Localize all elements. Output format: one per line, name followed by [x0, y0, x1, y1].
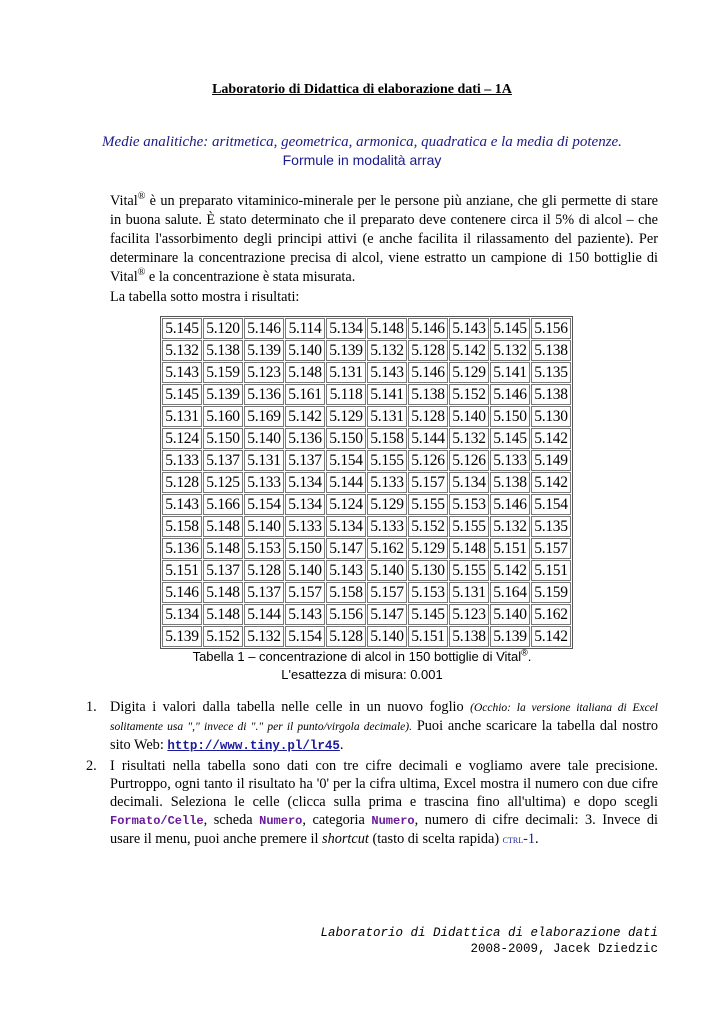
table-cell: 5.147 [367, 604, 407, 625]
table-cell: 5.138 [531, 340, 571, 361]
table-cell: 5.133 [490, 450, 530, 471]
table-cell: 5.129 [367, 494, 407, 515]
table-cell: 5.154 [244, 494, 284, 515]
step-text: Puoi anche scaricare la tabella dal nostro sito Web: [110, 718, 658, 753]
table-row [162, 428, 571, 449]
step-text: . [339, 737, 344, 753]
table-cell: 5.131 [162, 406, 202, 427]
intro-paragraph [110, 192, 658, 287]
table-cell: 5.137 [203, 560, 243, 581]
table-cell: 5.157 [367, 582, 407, 603]
table-cell: 5.162 [367, 538, 407, 559]
table-cell: 5.140 [367, 560, 407, 581]
table-cell: 5.139 [490, 626, 530, 647]
table-cell: 5.150 [203, 428, 243, 449]
table-row [162, 362, 571, 383]
subtitle: Medie analitiche: aritmetica, geometrica, armonica, quadratica e la media di potenze. [102, 134, 622, 150]
table-cell: 5.156 [531, 318, 571, 339]
table-cell: 5.134 [326, 318, 366, 339]
table-cell: 5.145 [162, 384, 202, 405]
table-cell: 5.152 [203, 626, 243, 647]
table-cell: 5.123 [449, 604, 489, 625]
table-row [162, 494, 571, 515]
table-cell: 5.154 [285, 626, 325, 647]
list-item [86, 757, 658, 849]
table-cell: 5.134 [285, 472, 325, 493]
table-cell: 5.143 [449, 318, 489, 339]
table-cell: 5.145 [162, 318, 202, 339]
table-row [162, 538, 571, 559]
table-row [162, 516, 571, 537]
caption-text: Tabella 1 – concentrazione di alcol in 150 bottiglie di Vital [192, 649, 522, 664]
table-cell: 5.157 [531, 538, 571, 559]
table-cell: 5.150 [490, 406, 530, 427]
table-cell: 5.131 [367, 406, 407, 427]
table-cell: 5.137 [203, 450, 243, 471]
table-cell: 5.144 [244, 604, 284, 625]
table-cell: 5.131 [449, 582, 489, 603]
table-cell: 5.131 [326, 362, 366, 383]
table-cell: 5.148 [203, 582, 243, 603]
table-cell: 5.133 [367, 516, 407, 537]
table-row [162, 560, 571, 581]
table-cell: 5.136 [244, 384, 284, 405]
step-number: 2. [86, 758, 97, 774]
menu-path: Formato/Celle [110, 814, 204, 828]
table-cell: 5.147 [326, 538, 366, 559]
table-cell: 5.148 [285, 362, 325, 383]
table-cell: 5.151 [408, 626, 448, 647]
footer-course: Laboratorio di Didattica di elaborazione dati [320, 926, 658, 940]
table-cell: 5.143 [162, 362, 202, 383]
table-cell: 5.126 [408, 450, 448, 471]
table-cell: 5.155 [367, 450, 407, 471]
table-cell: 5.145 [490, 428, 530, 449]
table-cell: 5.140 [367, 626, 407, 647]
table-cell: 5.118 [326, 384, 366, 405]
table-cell: 5.132 [449, 428, 489, 449]
table-cell: 5.149 [531, 450, 571, 471]
table-cell: 5.138 [449, 626, 489, 647]
intro-text-c: e la concentrazione è stata misurata. [145, 269, 356, 285]
excel-note: (Occhio: la versione italiana di Excel solitamente usa "," invece di "." per il punto/virgola decimale). [110, 702, 658, 733]
table-cell: 5.148 [203, 538, 243, 559]
measurements-table [160, 316, 573, 649]
registered-mark: ® [521, 647, 528, 658]
table-cell: 5.148 [367, 318, 407, 339]
table-cell: 5.138 [203, 340, 243, 361]
table-row [162, 384, 571, 405]
table-cell: 5.159 [203, 362, 243, 383]
page-title: Laboratorio di Didattica di elaborazione dati – 1A [212, 82, 512, 97]
table-cell: 5.153 [244, 538, 284, 559]
table-row [162, 472, 571, 493]
table-cell: 5.166 [203, 494, 243, 515]
intro-text-a: Vital [110, 193, 138, 209]
shortcut-word: shortcut [322, 831, 369, 847]
table-cell: 5.135 [531, 362, 571, 383]
table-cell: 5.125 [203, 472, 243, 493]
table-cell: 5.162 [531, 604, 571, 625]
table-cell: 5.157 [285, 582, 325, 603]
caption-period: . [527, 649, 532, 664]
table-cell: 5.169 [244, 406, 284, 427]
subtitle-array: Formule in modalità array [282, 152, 442, 168]
table-cell: 5.140 [244, 428, 284, 449]
table-row [162, 582, 571, 603]
table-cell: 5.123 [244, 362, 284, 383]
table-cell: 5.148 [203, 516, 243, 537]
step-text: , categoria [302, 812, 372, 828]
table-cell: 5.142 [531, 626, 571, 647]
table-row [162, 450, 571, 471]
table-cell: 5.128 [408, 340, 448, 361]
table-cell: 5.142 [449, 340, 489, 361]
table-cell: 5.131 [244, 450, 284, 471]
table-cell: 5.124 [162, 428, 202, 449]
table-cell: 5.139 [326, 340, 366, 361]
table-lead: La tabella sotto mostra i risultati: [110, 289, 300, 305]
table-cell: 5.144 [326, 472, 366, 493]
table-cell: 5.134 [162, 604, 202, 625]
footer-author: 2008-2009, Jacek Dziedzic [470, 942, 658, 956]
table-cell: 5.132 [490, 516, 530, 537]
caption-precision: L'esattezza di misura: 0.001 [281, 667, 443, 682]
table-cell: 5.161 [285, 384, 325, 405]
table-cell: 5.114 [285, 318, 325, 339]
table-cell: 5.128 [408, 406, 448, 427]
table-cell: 5.146 [244, 318, 284, 339]
table-cell: 5.143 [162, 494, 202, 515]
table-cell: 5.150 [326, 428, 366, 449]
table-cell: 5.140 [285, 340, 325, 361]
table-cell: 5.120 [203, 318, 243, 339]
table-cell: 5.138 [490, 472, 530, 493]
table-cell: 5.135 [531, 516, 571, 537]
table-cell: 5.134 [449, 472, 489, 493]
table-cell: 5.137 [285, 450, 325, 471]
table-cell: 5.159 [531, 582, 571, 603]
table-row [162, 406, 571, 427]
tab-name: Numero [259, 814, 303, 828]
table-cell: 5.124 [326, 494, 366, 515]
table-cell: 5.136 [285, 428, 325, 449]
table-cell: 5.144 [408, 428, 448, 449]
table-row [162, 626, 571, 647]
table-cell: 5.138 [408, 384, 448, 405]
table-cell: 5.146 [162, 582, 202, 603]
table-cell: 5.151 [531, 560, 571, 581]
step-text: , numero di cifre decimali: 3. Invece di usare il menu, puoi anche premere il [110, 812, 658, 847]
registered-mark: ® [137, 267, 146, 279]
step-number: 1. [86, 699, 97, 715]
table-cell: 5.140 [285, 560, 325, 581]
table-cell: 5.129 [326, 406, 366, 427]
table-cell: 5.130 [408, 560, 448, 581]
table-cell: 5.145 [490, 318, 530, 339]
table-cell: 5.132 [162, 340, 202, 361]
table-cell: 5.139 [244, 340, 284, 361]
table-cell: 5.146 [408, 318, 448, 339]
table-cell: 5.133 [244, 472, 284, 493]
table-caption [0, 648, 724, 684]
table-cell: 5.142 [531, 472, 571, 493]
download-link[interactable]: http://www.tiny.pl/lr45 [167, 739, 340, 753]
list-item [86, 698, 658, 755]
table-cell: 5.142 [490, 560, 530, 581]
intro-text-b: è un preparato vitaminico-minerale per le persone più anziane, che gli permette di stare in buona salute. È stato determinato che il preparato deve contenere circa il 5% di alcol – che facilita l'assorbimento degli principi attivi (e anche facilita il rilassamento del paziente). Per determinare la concentrazione precisa di alcol, viene estratto un campione di 150 bottiglie di Vital [110, 193, 658, 285]
table-cell: 5.128 [162, 472, 202, 493]
step-text: , scheda [203, 812, 260, 828]
table-cell: 5.158 [162, 516, 202, 537]
table-cell: 5.146 [408, 362, 448, 383]
table-cell: 5.145 [408, 604, 448, 625]
table-cell: 5.146 [490, 494, 530, 515]
table-cell: 5.151 [490, 538, 530, 559]
table-cell: 5.143 [326, 560, 366, 581]
table-cell: 5.151 [162, 560, 202, 581]
table-cell: 5.157 [408, 472, 448, 493]
table-cell: 5.130 [531, 406, 571, 427]
table-cell: 5.158 [326, 582, 366, 603]
table-cell: 5.154 [326, 450, 366, 471]
table-cell: 5.133 [367, 472, 407, 493]
table-cell: 5.139 [162, 626, 202, 647]
table-row [162, 604, 571, 625]
table-cell: 5.137 [244, 582, 284, 603]
page-footer [320, 925, 658, 957]
table-cell: 5.155 [408, 494, 448, 515]
table-cell: 5.128 [326, 626, 366, 647]
table-row [162, 318, 571, 339]
table-cell: 5.141 [490, 362, 530, 383]
table-cell: 5.129 [408, 538, 448, 559]
table-cell: 5.143 [285, 604, 325, 625]
table-cell: 5.134 [326, 516, 366, 537]
table-cell: 5.143 [367, 362, 407, 383]
table-cell: 5.140 [490, 604, 530, 625]
table-cell: 5.138 [531, 384, 571, 405]
table-cell: 5.134 [285, 494, 325, 515]
category-name: Numero [371, 814, 415, 828]
step-text: I risultati nella tabella sono dati con tre cifre decimali e vogliamo avere tale precisione. Purtroppo, ogni tanto il risultato ha '0' per la cifra ultima, Excel mostra il numero con due cifre decimali. Seleziona le celle (clicca sulla prima e trascina fino all'ultima) e dopo scegli [110, 758, 658, 810]
table-cell: 5.148 [203, 604, 243, 625]
table-cell: 5.154 [531, 494, 571, 515]
table-cell: 5.155 [449, 516, 489, 537]
table-cell: 5.150 [285, 538, 325, 559]
table-cell: 5.142 [285, 406, 325, 427]
table-cell: 5.152 [408, 516, 448, 537]
table-cell: 5.136 [162, 538, 202, 559]
table-cell: 5.155 [449, 560, 489, 581]
table-cell: 5.133 [162, 450, 202, 471]
table-cell: 5.153 [449, 494, 489, 515]
step-text: (tasto di scelta rapida) [368, 831, 503, 847]
ctrl-key: ctrl [502, 834, 524, 846]
shortcut-key: -1 [523, 831, 536, 847]
table-row [162, 340, 571, 361]
table-cell: 5.132 [490, 340, 530, 361]
table-cell: 5.146 [490, 384, 530, 405]
table-cell: 5.153 [408, 582, 448, 603]
table-cell: 5.160 [203, 406, 243, 427]
table-cell: 5.158 [367, 428, 407, 449]
table-cell: 5.132 [367, 340, 407, 361]
step-text: . [535, 831, 539, 847]
table-cell: 5.132 [244, 626, 284, 647]
table-cell: 5.128 [244, 560, 284, 581]
table-cell: 5.148 [449, 538, 489, 559]
registered-mark: ® [137, 191, 146, 203]
table-cell: 5.139 [203, 384, 243, 405]
table-cell: 5.164 [490, 582, 530, 603]
table-cell: 5.152 [449, 384, 489, 405]
table-cell: 5.129 [449, 362, 489, 383]
table-cell: 5.133 [285, 516, 325, 537]
instruction-list [86, 698, 658, 851]
table-cell: 5.141 [367, 384, 407, 405]
table-cell: 5.140 [244, 516, 284, 537]
table-cell: 5.156 [326, 604, 366, 625]
table-cell: 5.126 [449, 450, 489, 471]
table-cell: 5.140 [449, 406, 489, 427]
table-cell: 5.142 [531, 428, 571, 449]
step-text: Digita i valori dalla tabella nelle celle in un nuovo foglio [110, 699, 471, 715]
